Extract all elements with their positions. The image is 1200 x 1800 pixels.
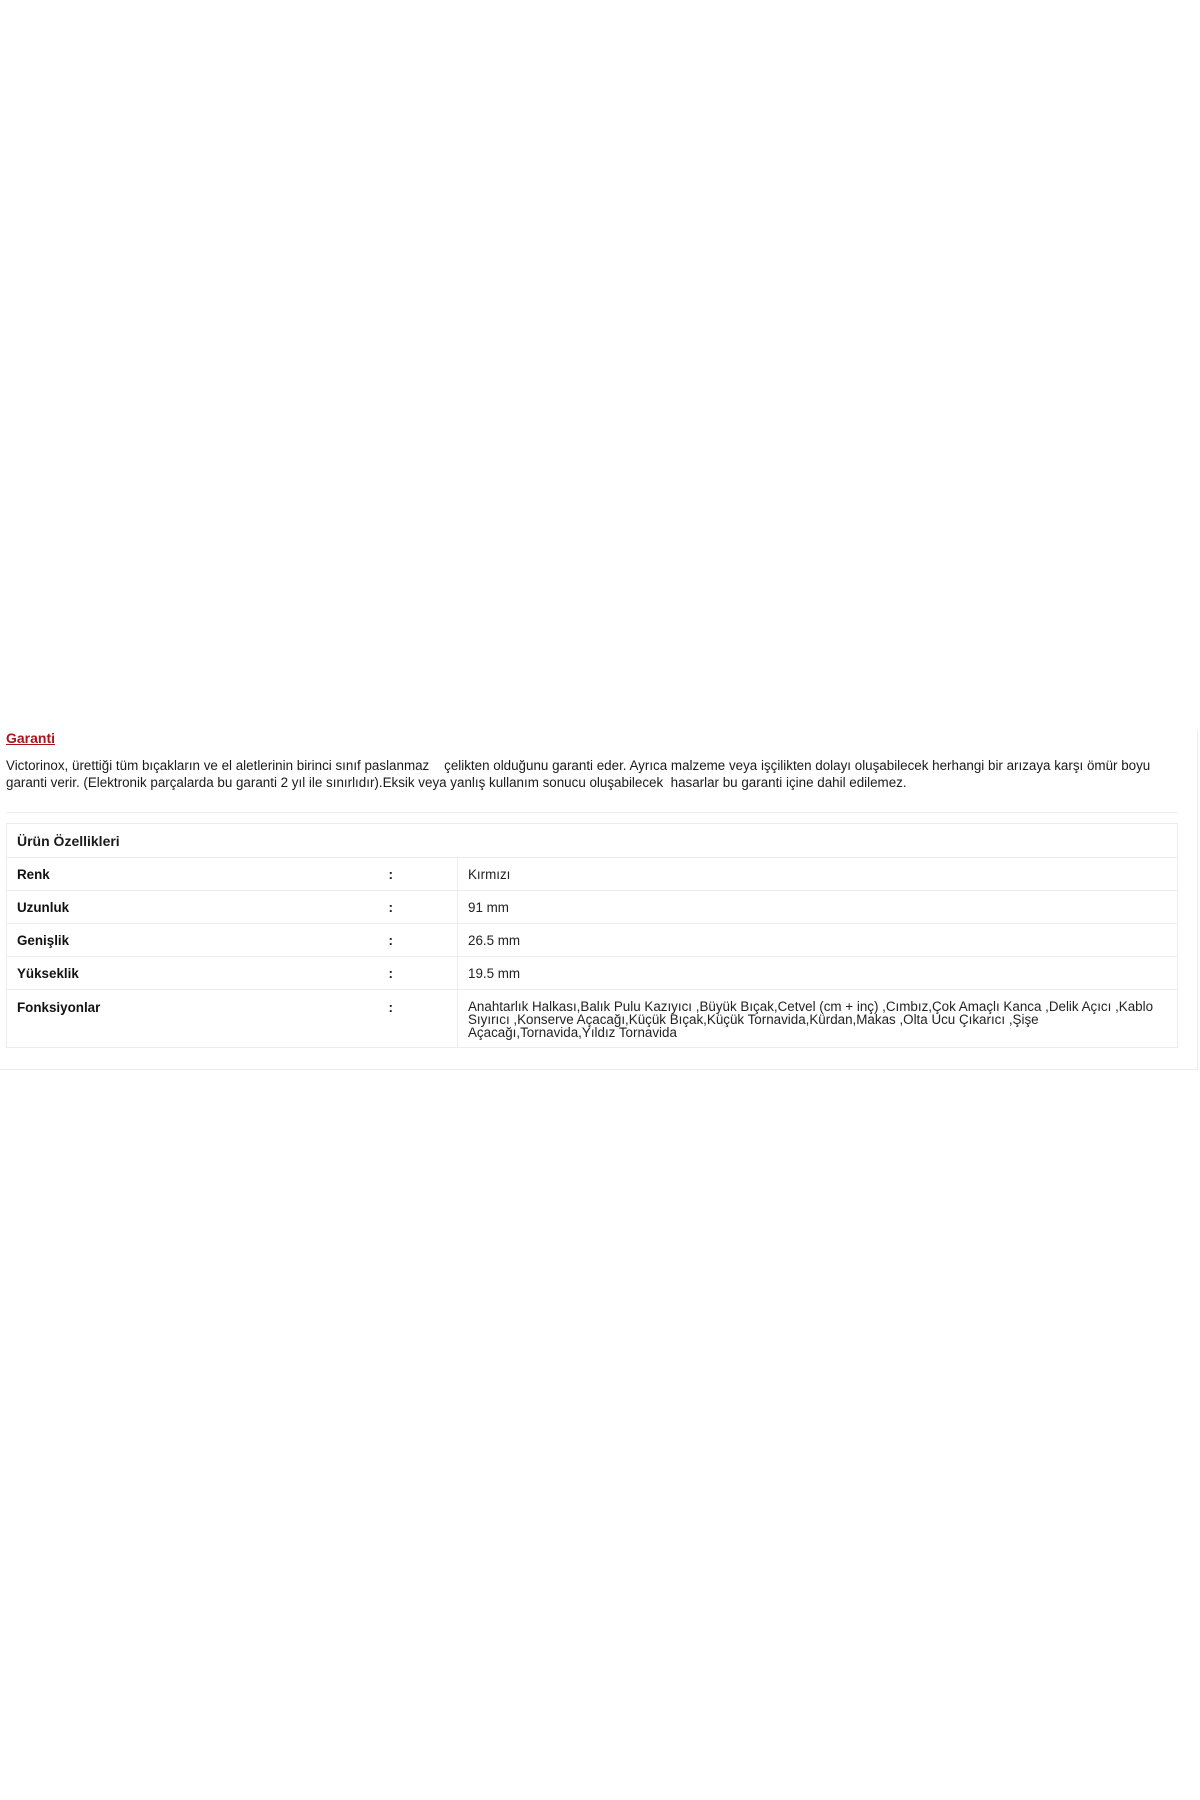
table-row [7, 990, 1178, 1048]
spec-separator: : [389, 990, 458, 1048]
spec-value-height: 19.5 mm [458, 957, 1178, 990]
warranty-heading: Garanti [6, 730, 56, 746]
specs-header-row [7, 824, 1178, 858]
table-row [7, 891, 1178, 924]
spec-label-length: Uzunluk [7, 891, 389, 924]
spec-separator: : [389, 858, 458, 891]
warranty-text: Victorinox, ürettiği tüm bıçakların ve el aletlerinin birinci sınıf paslanmaz çelikten olduğunu garanti eder. Ayrıca malzeme veya işçilikten dolayı oluşabilecek herhangi bir arızaya karşı ömür boyu garanti verir. (Elektronik parçalarda bu garanti 2 yıl ile sınırlıdır).Eksik veya yanlış kullanım sonucu oluşabilecek hasarlar bu garanti içine dahil edilemez. [6, 758, 1154, 790]
spec-label-width: Genişlik [7, 924, 389, 957]
product-specs-table [6, 823, 1178, 1048]
spec-label-functions: Fonksiyonlar [7, 990, 389, 1048]
spec-label-color: Renk [7, 858, 389, 891]
table-row [7, 957, 1178, 990]
spec-separator: : [389, 957, 458, 990]
spec-value-functions: Anahtarlık Halkası,Balık Pulu Kazıyıcı ,Büyük Bıçak,Cetvel (cm + inç) ,Cımbız,Çok Amaçlı Kanca ,Delik Açıcı ,Kablo Sıyırıcı ,Konserve Açacağı,Küçük Bıçak,Küçük Tornavida,Kürdan,Makas ,Olta Ucu Çıkarıcı ,Şişe Açacağı,Tornavida,Yıldız Tornavida [458, 990, 1178, 1048]
spec-label-height: Yükseklik [7, 957, 389, 990]
spec-value-length: 91 mm [458, 891, 1178, 924]
product-details-section [0, 730, 1198, 1070]
spec-separator: : [389, 924, 458, 957]
spec-separator: : [389, 891, 458, 924]
table-row [7, 924, 1178, 957]
specs-title: Ürün Özellikleri [17, 832, 120, 849]
table-row [7, 858, 1178, 891]
section-divider [6, 812, 1178, 813]
spec-value-color: Kırmızı [458, 858, 1178, 891]
spec-value-width: 26.5 mm [458, 924, 1178, 957]
